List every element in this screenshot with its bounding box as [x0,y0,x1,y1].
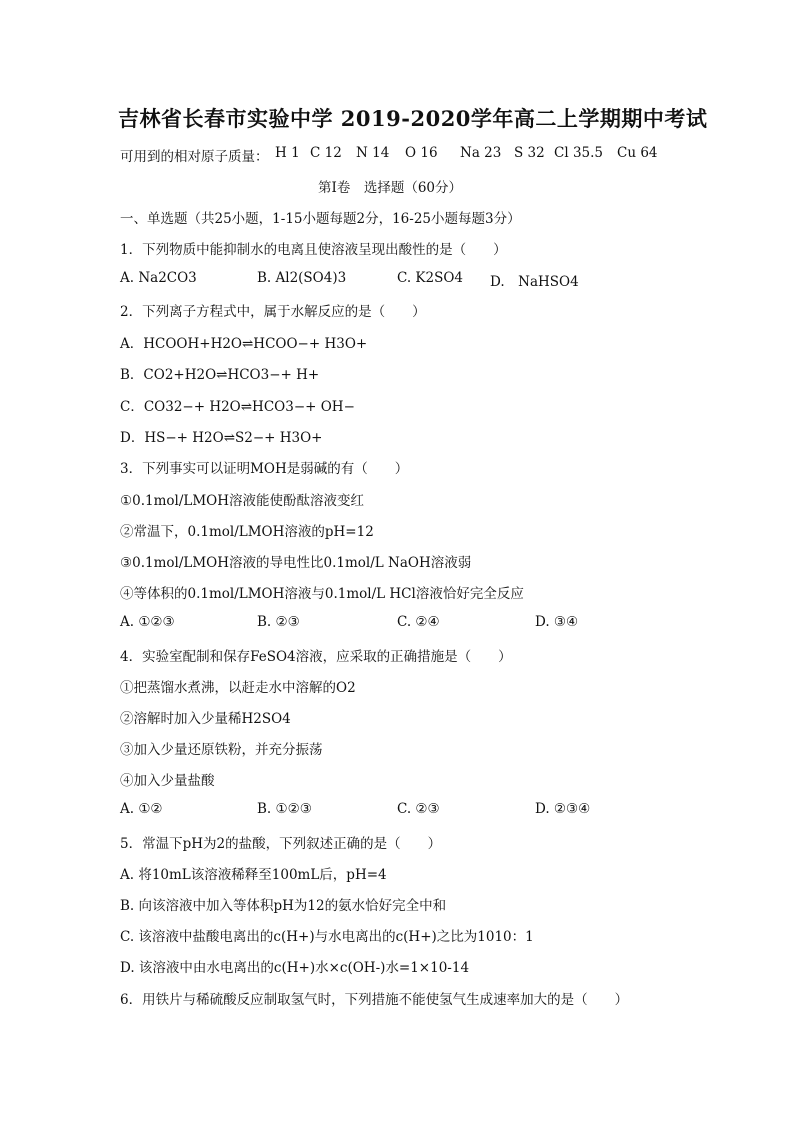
question-3-option-c: C. ②④ [397,614,440,630]
question-3-option-b: B. ②③ [257,614,300,630]
question-5-option-a: A. 将10mL该溶液稀释至100mL后，pH=4 [120,867,387,883]
section-title: 第Ⅰ卷 选择题（60分） [318,180,463,196]
question-5-stem: 5．常温下pH为2的盐酸，下列叙述正确的是（ ） [120,836,442,852]
question-4-statement-2: ②溶解时加入少量稀H2SO4 [120,711,291,727]
question-4-option-b: B. ①②③ [257,801,312,817]
atomic-mass-cl: Cl 35.5 [554,145,603,161]
question-6-stem: 6．用铁片与稀硫酸反应制取氢气时，下列措施不能使氢气生成速率加大的是（ ） [120,992,629,1008]
atomic-mass-o: O 16 [405,145,438,161]
atomic-mass-n: N 14 [356,145,390,161]
question-4-option-c: C. ②③ [397,801,440,817]
question-2-option-c: C．CO32−+ H2O⇌HCO3−+ OH− [120,399,355,415]
question-2-stem: 2．下列离子方程式中，属于水解反应的是（ ） [120,304,426,320]
question-3-option-d: D. ③④ [535,614,579,630]
question-3-stem: 3．下列事实可以证明MOH是弱碱的有（ ） [120,461,409,477]
atomic-mass-cu: Cu 64 [617,145,658,161]
question-1-option-d: D. NaHSO4 [490,274,579,290]
question-5-option-d: D. 该溶液中由水电离出的c(H+)水×c(OH-)水=1×10-14 [120,960,470,976]
part-title: 一、单选题（共25小题，1-15小题每题2分，16-25小题每题3分） [120,211,521,227]
atomic-mass-c: C 12 [310,145,342,161]
atomic-mass-na: Na 23 [460,145,502,161]
question-3-statement-4: ④等体积的0.1mol/LMOH溶液与0.1mol/L HCl溶液恰好完全反应 [120,586,524,602]
question-3-statement-2: ②常温下，0.1mol/LMOH溶液的pH=12 [120,524,374,540]
question-5-option-b: B. 向该溶液中加入等体积pH为12的氨水恰好完全中和 [120,898,447,914]
question-4-option-a: A. ①② [120,801,163,817]
question-1-option-b: B. Al2(SO4)3 [257,270,347,286]
question-2-option-b: B．CO2+H2O⇌HCO3−+ H+ [120,367,320,383]
page-title: 吉林省长春市实验中学 2019-2020学年高二上学期期中考试 [118,106,708,131]
atomic-mass-h: H 1 [275,145,300,161]
question-1-option-a: A. Na2CO3 [120,270,197,286]
question-3-statement-3: ③0.1mol/LMOH溶液的导电性比0.1mol/L NaOH溶液弱 [120,555,472,571]
question-3-option-a: A. ①②③ [120,614,175,630]
question-5-option-c: C. 该溶液中盐酸电离出的c(H+)与水电离出的c(H+)之比为1010：1 [120,929,534,945]
question-3-statement-1: ①0.1mol/LMOH溶液能使酚酞溶液变红 [120,493,364,509]
question-4-stem: 4．实验室配制和保存FeSO4溶液，应采取的正确措施是（ ） [120,649,512,665]
question-2-option-d: D．HS−+ H2O⇌S2−+ H3O+ [120,430,323,446]
question-1-stem: 1．下列物质中能抑制水的电离且使溶液呈现出酸性的是（ ） [120,242,507,258]
question-4-statement-3: ③加入少量还原铁粉，并充分振荡 [120,742,323,758]
question-4-statement-4: ④加入少量盐酸 [120,773,215,789]
question-2-option-a: A．HCOOH+H2O⇌HCOO−+ H3O+ [120,336,368,352]
atomic-mass-label: 可用到的相对原子质量： [120,149,269,165]
atomic-mass-s: S 32 [514,145,545,161]
question-4-option-d: D. ②③④ [535,801,591,817]
question-1-option-c: C. K2SO4 [397,270,464,286]
question-4-statement-1: ①把蒸馏水煮沸，以赶走水中溶解的O2 [120,680,356,696]
